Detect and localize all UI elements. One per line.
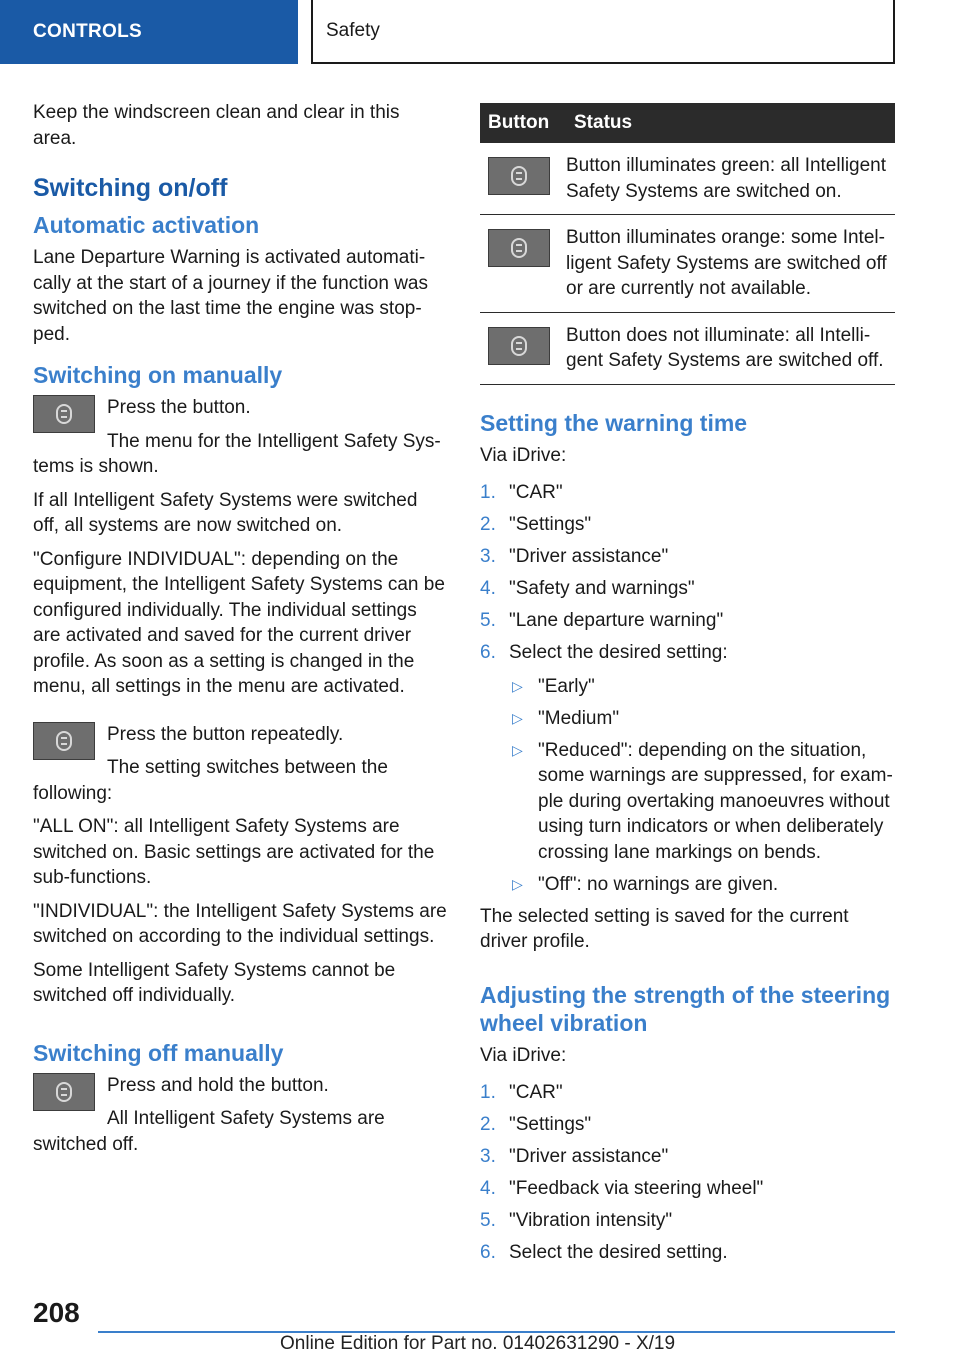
step-text: "Safety and warnings" <box>509 578 695 599</box>
table-cell-status: Button illuminates green: all Intelligent Safety Systems are switched on. <box>566 143 895 215</box>
step-number: 5. <box>480 1210 496 1231</box>
step-text: Select the desired setting: <box>509 642 728 663</box>
repeat-press-text: Press the button repeatedly. <box>107 723 344 745</box>
safety-button-icon <box>33 722 95 760</box>
step-number: 6. <box>480 1242 496 1263</box>
safety-button-icon <box>488 229 550 267</box>
step-text: "Lane departure warning" <box>509 610 724 631</box>
individual-text: "INDIVIDUAL": the Intelligent Safety Systems are switched on according to the individual settings. <box>33 900 447 947</box>
step-text: Select the desired setting. <box>509 1242 728 1263</box>
warning-steps-list <box>480 480 895 666</box>
list-item <box>509 674 895 700</box>
list-item <box>480 480 895 506</box>
list-item <box>480 576 895 602</box>
on-configure-text: "Configure INDIVIDUAL": depending on the equipment, the Intelligent Safety Systems can be configured individually. The individual settings are activated and saved for the current driver profile. As soon as a setting is changed in the menu, all settings in the menu are activated. <box>33 548 445 697</box>
repeat-block <box>33 722 448 815</box>
table-row <box>480 312 895 384</box>
step-number: 2. <box>480 514 496 535</box>
triangle-bullet-icon: ▷ <box>512 709 523 726</box>
saved-setting-text: The selected setting is saved for the current driver profile. <box>480 905 849 952</box>
list-item <box>509 706 895 732</box>
step-text: "Settings" <box>509 1114 592 1135</box>
list-item <box>480 1176 895 1202</box>
heading-switching-off-manually: Switching off manually <box>33 1039 284 1066</box>
vibration-steps-list <box>480 1080 895 1266</box>
option-text: "Off": no warnings are given. <box>538 873 779 895</box>
page-number: 208 <box>33 1297 80 1328</box>
footer-edition: Online Edition for Part no. 01402631290 - X/19 <box>280 1333 676 1354</box>
table-cell-status: Button does not illuminate: all Intelligent Safety Systems are switched off. <box>566 312 895 384</box>
list-item <box>480 512 895 538</box>
left-column <box>33 100 448 1165</box>
table-header-status: Status <box>566 103 895 143</box>
list-item <box>480 1112 895 1138</box>
table-cell-icon <box>480 143 566 215</box>
off-press-text: Press and hold the button. <box>107 1074 329 1096</box>
chapter-tab: CONTROLS <box>0 0 298 64</box>
option-text: "Medium" <box>538 707 620 729</box>
step-number: 4. <box>480 578 496 599</box>
list-item <box>480 544 895 570</box>
all-on-text: "ALL ON": all Intelligent Safety Systems are switched on. Basic settings are activated for the sub-functions. <box>33 816 435 888</box>
step-number: 1. <box>480 1082 496 1103</box>
option-text: "Early" <box>538 675 595 697</box>
list-item <box>480 1240 895 1266</box>
triangle-bullet-icon: ▷ <box>512 741 523 758</box>
step-number: 1. <box>480 482 496 503</box>
list-item <box>480 1080 895 1106</box>
table-header-row <box>480 103 895 143</box>
step-number: 3. <box>480 1146 496 1167</box>
heading-switching-on-manually: Switching on manually <box>33 362 283 388</box>
section-title: Safety <box>311 0 895 64</box>
table-header-button: Button <box>480 103 566 143</box>
repeat-switch-text: The setting switches between the following: <box>33 757 388 804</box>
safety-button-icon <box>33 395 95 433</box>
table-cell-icon <box>480 312 566 384</box>
step-number: 5. <box>480 610 496 631</box>
step-text: "CAR" <box>509 482 563 503</box>
step-text: "Settings" <box>509 514 592 535</box>
heading-automatic-activation: Automatic activation <box>33 212 260 238</box>
table-cell-status: Button illuminates orange: some Intelligent Safety Systems are switched off or are currently not available. <box>566 215 895 313</box>
step-number: 6. <box>480 642 496 663</box>
table-row <box>480 143 895 215</box>
safety-button-icon <box>488 327 550 365</box>
triangle-bullet-icon: ▷ <box>512 677 523 694</box>
table-row <box>480 215 895 313</box>
step-text: "Feedback via steering wheel" <box>509 1178 764 1199</box>
step-number: 4. <box>480 1178 496 1199</box>
heading-vibration: Adjusting the strength of the steering wheel vibration <box>480 981 891 1036</box>
safety-button-icon <box>33 1073 95 1111</box>
vibration-via-text: Via iDrive: <box>480 1044 567 1066</box>
switch-off-block <box>33 1073 448 1166</box>
right-column <box>480 103 895 1274</box>
on-menu-text: The menu for the Intelligent Safety Systems is shown. <box>33 430 441 477</box>
step-text: "CAR" <box>509 1082 563 1103</box>
on-all-off-text: If all Intelligent Safety Systems were switched off, all systems are now switched on. <box>33 489 418 536</box>
button-status-table <box>480 103 895 385</box>
list-item <box>509 872 895 898</box>
auto-text: Lane Departure Warning is activated automatically at the start of a journey if the function was switched on the last time the engine was stopped. <box>33 247 428 345</box>
table-cell-icon <box>480 215 566 313</box>
list-item <box>480 640 895 666</box>
triangle-bullet-icon: ▷ <box>512 875 523 892</box>
list-item <box>480 1144 895 1170</box>
heading-warning-time: Setting the warning time <box>480 409 748 436</box>
switch-on-block <box>33 395 448 488</box>
step-number: 2. <box>480 1114 496 1135</box>
warning-options-list <box>509 674 895 898</box>
heading-switching: Switching on/off <box>33 174 228 202</box>
list-item <box>509 738 895 866</box>
list-item <box>480 608 895 634</box>
warning-via-text: Via iDrive: <box>480 444 567 466</box>
step-number: 3. <box>480 546 496 567</box>
step-text: "Vibration intensity" <box>509 1210 673 1231</box>
on-press-text: Press the button. <box>107 397 251 418</box>
step-text: "Driver assistance" <box>509 1146 669 1167</box>
list-item <box>480 1208 895 1234</box>
intro-text: Keep the windscreen clean and clear in this area. <box>33 102 400 149</box>
step-text: "Driver assistance" <box>509 546 669 567</box>
option-text: "Reduced": depending on the situation, some warnings are suppressed, for example during overtaking manoeuvres without using turn indicators or when deliberately crossing lane markings on bends. <box>538 739 893 863</box>
some-systems-text: Some Intelligent Safety Systems cannot be switched off individually. <box>33 959 396 1006</box>
safety-button-icon <box>488 157 550 195</box>
off-all-text: All Intelligent Safety Systems are switched off. <box>33 1108 385 1155</box>
